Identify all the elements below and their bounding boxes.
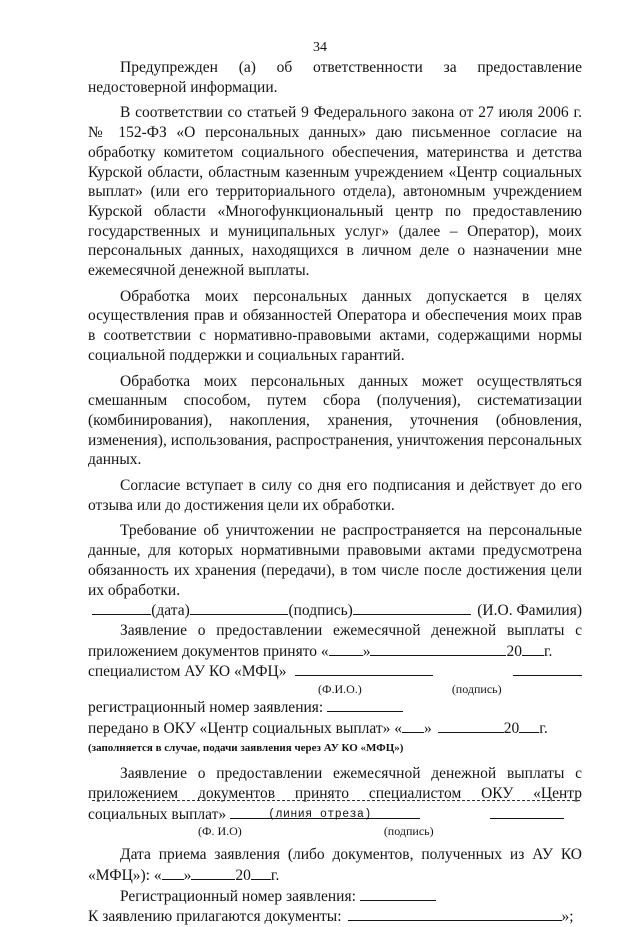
mfc-sign-blank (513, 661, 582, 676)
receipt-month-blank (191, 865, 235, 880)
oku-accepted-text: Заявление о предоставлении ежемесячной денежной выплаты с приложением документов принято специалистом ОКУ «Центр социальных выплат» (88, 765, 582, 823)
transfer-day-blank (402, 718, 424, 733)
mfc-accepted-text: Заявление о предоставлении ежемесячной денежной выплаты с приложением документов принято « » 20 г. (88, 621, 582, 660)
transfer-year-blank (519, 718, 539, 733)
receipt-year-blank (251, 865, 271, 880)
validity-paragraph: Согласие вступает в силу со дня его подписания и действует до его отзыва или до достижения цели их обработки. (88, 477, 582, 514)
signature-line (92, 600, 582, 621)
attached-docs-line: К заявлению прилагаются документы: »; (88, 908, 574, 926)
mfc-year-blank (522, 641, 544, 656)
transfer-month-blank (438, 718, 504, 733)
mfc-captions (88, 682, 582, 697)
mfc-month-blank (370, 641, 506, 656)
oku-receipt-date: Дата приема заявления (либо документов, полученных из АУ КО «МФЦ»): « » 20 г. (88, 846, 582, 885)
mfc-reg-number-blank (327, 697, 403, 712)
oku-reg-number-blank (360, 886, 436, 901)
mfc-sign-caption: (подпись) (451, 682, 502, 697)
method-paragraph: Обработка моих персональных данных может осуществляться смешанным способом, путем сбора (получения), систематизации (комбинирования), накопления, хранения, уточнения (обновления, изменения), использования, распространения, уничтожения персональных данных. (88, 372, 582, 469)
mfc-fio-caption: (Ф.И.О.) (318, 682, 362, 697)
purpose-paragraph: Обработка моих персональных данных допускается в целях осуществления прав и обязанностей Оператора и обеспечения моих прав в соответствии с нормативно-правовыми актами, содержащими нормы социальной поддержки и социальных гарантий. (88, 287, 582, 364)
attached-docs-blank (348, 906, 562, 921)
cut-line (92, 800, 580, 801)
cut-line-label: (линия отреза) (268, 808, 372, 821)
signature-caption: (подпись) (288, 602, 353, 620)
oku-captions (88, 824, 582, 839)
mfc-fio-blank (295, 661, 433, 676)
destruction-paragraph: Требование об уничтожении не распространяется на персональные данные, для которых нормативными правовыми актами предусмотрена обязанность их хранения (передачи), в том числе после достижения цели их обработки. (88, 522, 582, 599)
name-blank (353, 600, 471, 615)
name-caption: (И.О. Фамилия) (477, 602, 582, 620)
date-blank (92, 600, 151, 615)
mfc-specialist-label: специалистом АУ КО «МФЦ» (88, 663, 287, 681)
document-body (88, 58, 582, 927)
oku-reg-number-line: Регистрационный номер заявления: (88, 886, 582, 907)
mfc-day-blank (329, 641, 363, 656)
oku-sign-caption: (подпись) (383, 824, 434, 839)
page-number: 34 (313, 40, 327, 55)
date-caption: (дата) (151, 602, 190, 620)
oku-fio-caption: (Ф. И.О) (198, 824, 242, 839)
mfc-transferred-line: передано в ОКУ «Центр социальных выплат» « » 20 г. (88, 719, 548, 737)
warning-paragraph: Предупрежден (а) об ответственности за предоставление недостоверной информации. (88, 59, 582, 96)
consent-paragraph: В соответствии со статьей 9 Федерального закона от 27 июля 2006 г. № 152-ФЗ «О персональных данных» даю письменное согласие на обработку комитетом социального обеспечения, материнства и детства Курской области, областным казенным учреждением «Центр социальных выплат» (или его территориального отдела), автономным учреждением Курской области «Многофункциональный центр по предоставлению государственных и муниципальных услуг» (далее – Оператор), моих персональных данных, находящихся в личном деле о назначении мне ежемесячной денежной выплаты. (88, 104, 582, 280)
signature-blank (190, 600, 289, 615)
mfc-note: (заполняется в случае, подачи заявления через АУ КО «МФЦ») (88, 741, 404, 754)
receipt-day-blank (162, 865, 184, 880)
mfc-specialist-line (88, 661, 582, 682)
mfc-reg-number-line: регистрационный номер заявления: (88, 697, 582, 718)
